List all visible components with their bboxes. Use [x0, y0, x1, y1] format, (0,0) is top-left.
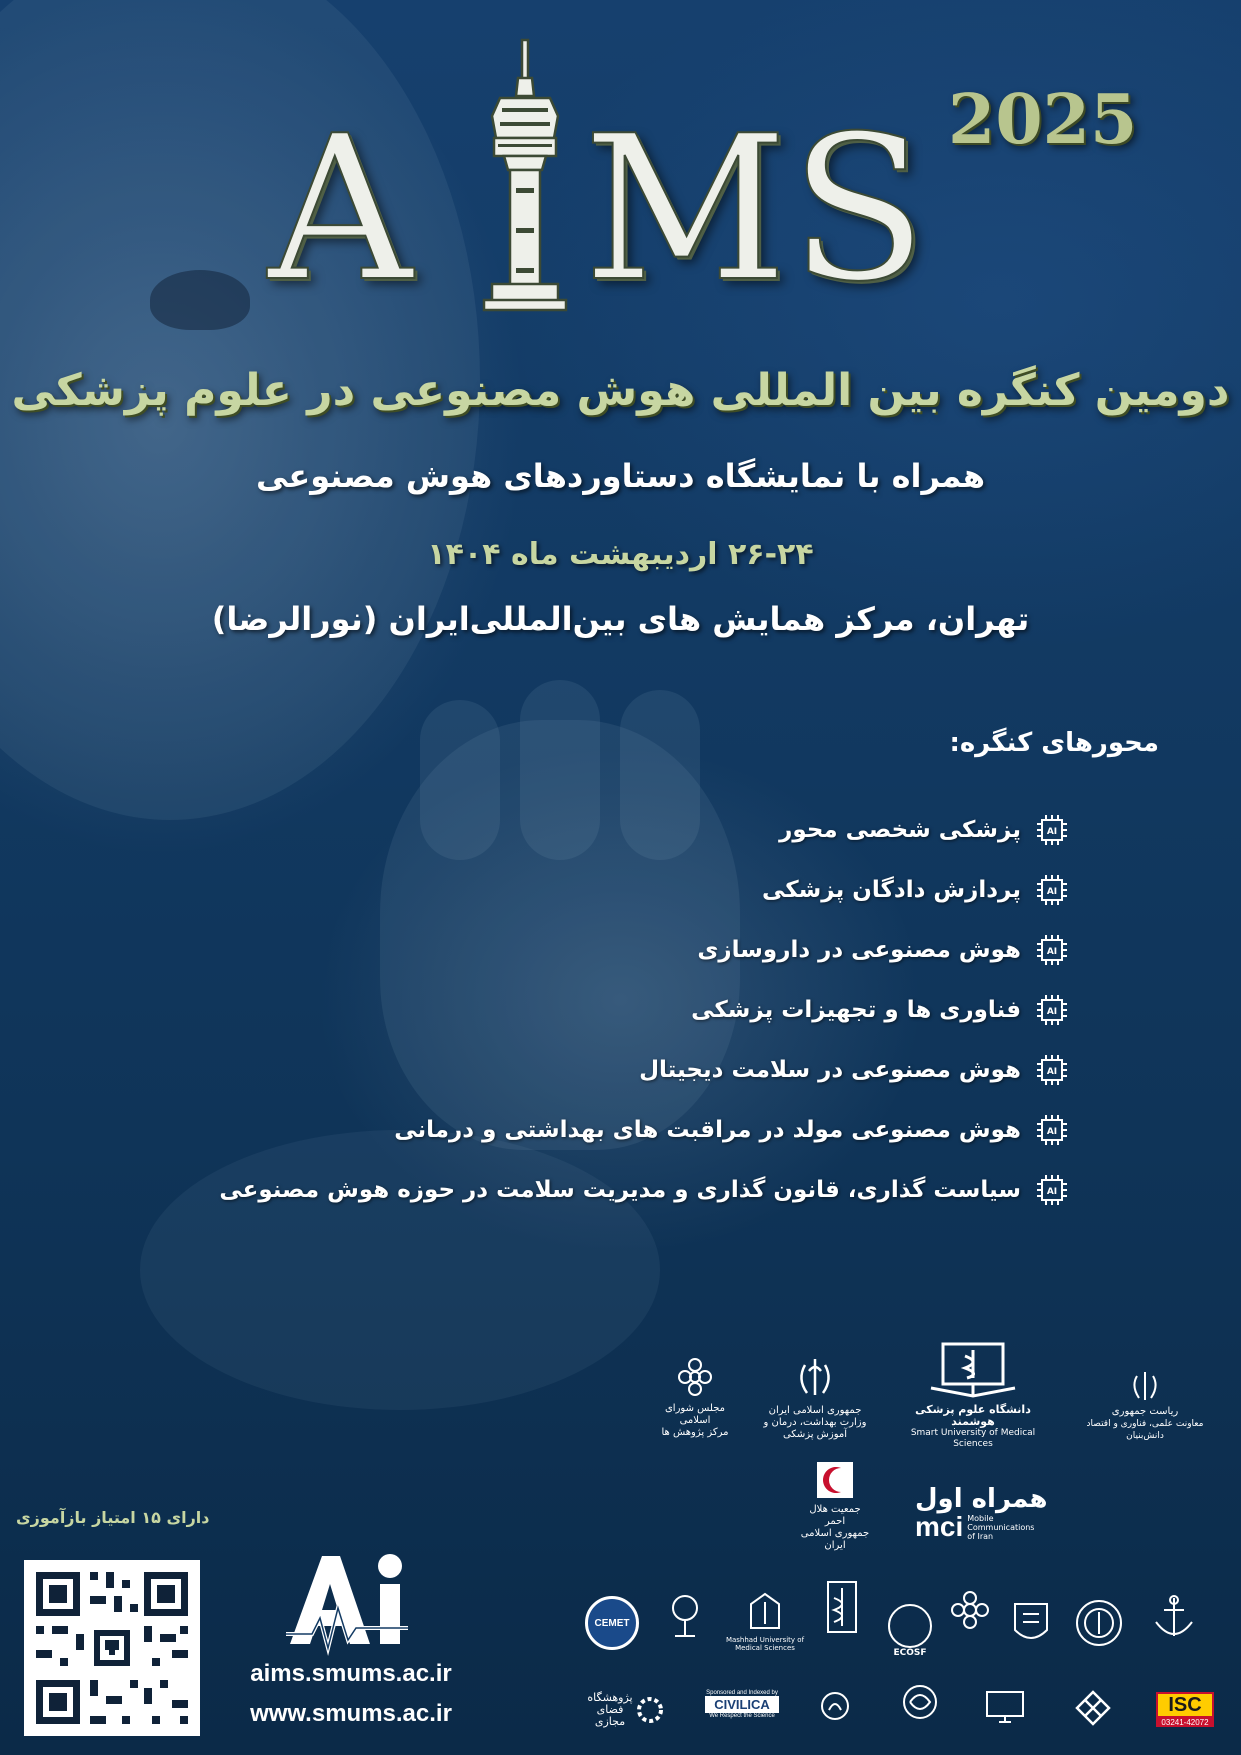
- main-title: دومین کنگره بین المللی هوش مصنوعی در علوم پزشکی: [11, 365, 1230, 416]
- cemet-logo: CEMET: [582, 1596, 642, 1650]
- university-logo-9: [980, 1688, 1030, 1732]
- university-logo-5: [1070, 1598, 1128, 1652]
- ai-chip-icon: [1035, 813, 1069, 847]
- red-crescent-icon: [815, 1460, 855, 1500]
- aims-website-link[interactable]: aims.smums.ac.ir: [250, 1660, 452, 1687]
- university-logo-1: [655, 1592, 715, 1644]
- topic-label: هوش مصنوعی در سلامت دیجیتال: [639, 1057, 1021, 1083]
- health-ministry-logo: جمهوری اسلامی ایران وزارت بهداشت، درمان و آموزش پزشکی: [755, 1355, 875, 1441]
- topic-item: [219, 920, 1069, 980]
- cme-credits-label: دارای ۱۵ امتیاز بازآموزی: [16, 1508, 210, 1527]
- topic-label: سیاست گذاری، قانون گذاری و مدیریت سلامت در حوزه هوش مصنوعی: [219, 1177, 1021, 1203]
- isc-logo: ISC 03241-42072: [1156, 1692, 1214, 1727]
- tree-emblem-icon: [665, 1592, 705, 1640]
- topics-list: [219, 800, 1069, 1220]
- title-letter-s: S: [790, 93, 928, 326]
- event-dates: ۲۶-۲۴ اردیبهشت ماه ۱۴۰۴: [427, 537, 814, 572]
- university-logo-6: [1144, 1592, 1204, 1650]
- mashhad-university-logo: Mashhad University of Medical Sciences: [725, 1590, 805, 1652]
- presidency-logo: ریاست جمهوری معاونت علمی، فناوری و اقتصاد دانش‌بنیان: [1075, 1370, 1215, 1442]
- svg-text:AI: AI: [1046, 1067, 1058, 1077]
- ai-chip-icon: [1035, 1113, 1069, 1147]
- majlis-research-logo: مجلس شورای اسلامی مرکز پژوهش ها: [655, 1355, 735, 1439]
- red-crescent-logo: جمعیت هلال احمر جمهوری اسلامی ایران: [800, 1460, 870, 1552]
- flower-emblem-icon: [948, 1590, 992, 1640]
- hand-emblem-icon: [819, 1690, 851, 1724]
- ai-chip-icon: [1035, 933, 1069, 967]
- topic-item: [219, 1040, 1069, 1100]
- civilica-logo: Sponsored and Indexed by CIVILICA We Respect the Science: [706, 1690, 778, 1719]
- year-label: 2025: [948, 80, 1138, 160]
- smart-university-emblem-icon: [925, 1340, 1021, 1400]
- topic-label: پردازش دادگان پزشکی: [762, 877, 1021, 903]
- university-logo-10: [1068, 1688, 1118, 1732]
- subtitle: همراه با نمایشگاه دستاوردهای هوش مصنوعی: [255, 457, 986, 495]
- ai-chip-icon: [1035, 873, 1069, 907]
- svg-text:AI: AI: [1046, 1187, 1058, 1197]
- university-logo-2: [812, 1580, 872, 1642]
- university-logo-4: [1008, 1600, 1054, 1652]
- svg-text:AI: AI: [1046, 1007, 1058, 1017]
- lattice-emblem-icon: [1073, 1688, 1113, 1728]
- milad-tower-icon: [470, 38, 580, 313]
- topic-label: فناوری ها و تجهیزات پزشکی: [691, 997, 1021, 1023]
- title-letter-a: A: [268, 93, 413, 326]
- topic-item: [219, 1100, 1069, 1160]
- mci-logo: همراه اول mci Mobile Communications of Iran: [915, 1484, 1048, 1542]
- monitor-emblem-icon: [983, 1688, 1027, 1728]
- iran-emblem-icon: [1130, 1370, 1160, 1402]
- topics-heading: محورهای کنگره:: [949, 728, 1159, 758]
- book-emblem-icon: [822, 1580, 862, 1638]
- majlis-emblem-icon: [673, 1355, 717, 1399]
- ai-chip-icon: [1035, 993, 1069, 1027]
- topic-label: پزشکی شخصی محور: [779, 817, 1021, 843]
- round-seal-icon: [1074, 1598, 1124, 1648]
- topic-label: هوش مصنوعی در داروسازی: [697, 937, 1021, 963]
- topic-item: [219, 860, 1069, 920]
- topic-item: [219, 1160, 1069, 1220]
- anchor-emblem-icon: [1148, 1592, 1200, 1646]
- mashhad-emblem-icon: [745, 1590, 785, 1632]
- shield-emblem-icon: [1011, 1600, 1051, 1648]
- smart-university-logo: دانشگاه علوم پزشکی هوشمند Smart University of Medical Sciences: [898, 1340, 1048, 1450]
- dotted-ring-icon: [635, 1695, 665, 1725]
- ai-chip-icon: [1035, 1053, 1069, 1087]
- swirl-emblem-icon: [898, 1682, 942, 1722]
- topic-item: [219, 980, 1069, 1040]
- event-venue: تهران، مرکز همایش های بین‌المللی‌ایران (نورالرضا): [211, 600, 1030, 638]
- ai-chip-icon: [1035, 1173, 1069, 1207]
- topic-label: هوش مصنوعی مولد در مراقبت های بهداشتی و درمانی: [394, 1117, 1021, 1143]
- cyberspace-research-logo: پژوهشگاه فضای مجازی: [580, 1692, 670, 1728]
- title-letter-m: M: [583, 93, 788, 326]
- svg-text:AI: AI: [1046, 947, 1058, 957]
- iran-emblem-icon: [795, 1355, 835, 1401]
- ecosf-logo: ECOSF: [880, 1604, 940, 1659]
- qr-code-icon[interactable]: [24, 1560, 200, 1736]
- university-logo-7: [815, 1690, 855, 1728]
- svg-text:AI: AI: [1046, 1127, 1058, 1137]
- university-logo-8: [890, 1682, 950, 1726]
- aims-ai-logo-icon: [282, 1548, 412, 1660]
- svg-text:AI: AI: [1046, 887, 1058, 897]
- university-logo-3: [944, 1590, 996, 1644]
- smums-website-link[interactable]: www.smums.ac.ir: [250, 1700, 452, 1727]
- topic-item: [219, 800, 1069, 860]
- svg-text:AI: AI: [1046, 827, 1058, 837]
